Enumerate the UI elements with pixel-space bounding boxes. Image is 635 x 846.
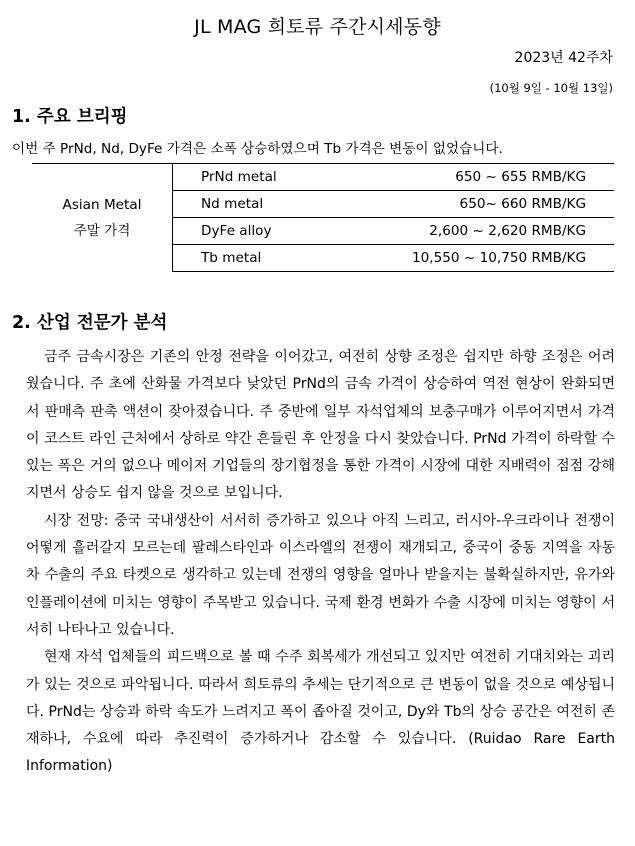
report-title: JL MAG 희토류 주간시세동향 xyxy=(194,16,441,38)
analysis-body xyxy=(26,344,615,781)
group-label-line1: Asian Metal xyxy=(62,196,142,213)
metal-price: 650~ 660 RMB/KG xyxy=(377,191,614,218)
metal-price: 650 ~ 655 RMB/KG xyxy=(377,164,614,191)
analysis-paragraph: 시장 전망: 중국 국내생산이 서서히 증가하고 있으나 아직 느리고, 러시아-우크라이나 전쟁이 어떻게 흘러갈지 모르는데 팔레스타인과 이스라엘의 전쟁이 재개되고, 중국이 중동 지역을 자동차 수출의 주요 타켓으로 생각하고 있는데 전쟁의 영향을 얼마나 받을지는 불확실하지만, 유가와 인플레이션에 미치는 영향이 주목받고 있습니다. 국제 환경 변화가 수출 시장에 미치는 영향이 서서히 나타나고 있습니다. xyxy=(26,512,615,638)
report-date-range: (10월 9일 - 10월 13일) xyxy=(489,81,613,95)
analysis-paragraph: 현재 자석 업체들의 피드백으로 볼 때 수주 회복세가 개선되고 있지만 여전히 기대치와는 괴리가 있는 것으로 파악됩니다. 따라서 희토류의 추세는 단기적으로 큰 변동이 없을 것으로 예상됩니다. PrNd는 상승과 하락 속도가 느려지고 폭이 좁아질 것이고, Dy와 Tb의 상승 공간은 여전히 존재하나, 수요에 따라 추진력이 증가하거나 감소할 수 있습니다. (Ruidao Rare Earth Information) xyxy=(26,649,615,775)
table-row xyxy=(32,164,614,191)
analysis-paragraph: 금주 금속시장은 기존의 안정 전략을 이어갔고, 여전히 상향 조정은 쉽지만 하향 조정은 어려웠습니다. 주 초에 산화물 가격보다 낮았던 PrNd의 금속 가격이 상승하여 역전 현상이 완화되면서 판매측 판촉 액션이 잦아졌습니다. 주 중반에 일부 자석업체의 보충구매가 이루어지면서 가격이 코스트 라인 근처에서 상하로 약간 흔들린 후 안정을 다시 찾았습니다. PrNd 가격이 하락할 수 있는 폭은 거의 없으나 메이저 기업들의 장기협정을 통한 가격이 시장에 대한 지배력이 점점 강해지면서 상승도 쉽지 않을 것으로 보입니다. xyxy=(26,349,615,502)
report-week: 2023년 42주차 xyxy=(514,50,613,66)
section-heading-briefing: 1. 주요 브리핑 xyxy=(12,107,128,127)
metal-name: Tb metal xyxy=(173,245,378,272)
group-label-line2: 주말 가격 xyxy=(73,222,131,239)
metal-price: 2,600 ~ 2,620 RMB/KG xyxy=(377,218,614,245)
price-group-label xyxy=(32,164,173,272)
metal-name: DyFe alloy xyxy=(173,218,378,245)
metal-name: PrNd metal xyxy=(173,164,378,191)
metal-name: Nd metal xyxy=(173,191,378,218)
price-table xyxy=(32,163,614,272)
briefing-intro: 이번 주 PrNd, Nd, DyFe 가격은 소폭 상승하였으며 Tb 가격은 변동이 없었습니다. xyxy=(12,141,503,157)
section-heading-analysis: 2. 산업 전문가 분석 xyxy=(12,313,168,333)
metal-price: 10,550 ~ 10,750 RMB/KG xyxy=(377,245,614,272)
